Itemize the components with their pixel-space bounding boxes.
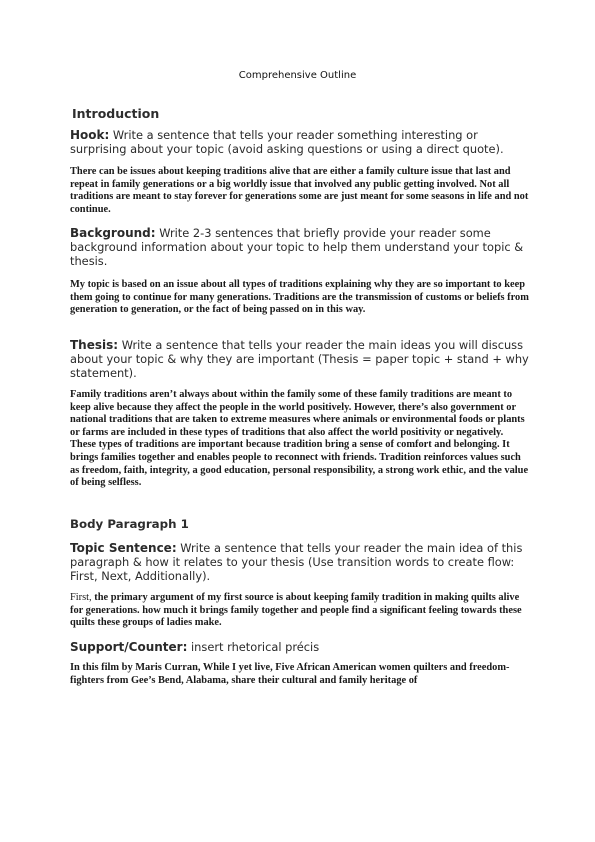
topic-sentence-label: Topic Sentence:	[70, 541, 177, 555]
hook-response: There can be issues about keeping traditions alive that are either a family culture issue that last and repeat in family generations or a big worldly issue that involved any public getting involved. Not all traditions are meant to stay forever for generations some are just meant for some seasons in life and not continue.	[70, 166, 529, 215]
introduction-heading: Introduction	[72, 106, 160, 121]
topic-sentence-instruction-text: Write a sentence that tells your reader the main idea of this paragraph & how it relates to your thesis (Use transition words to create flow: First, Next, Additionally).	[70, 541, 523, 583]
page-title: Comprehensive Outline	[238, 70, 357, 81]
thesis-response: Family traditions aren’t always about within the family some of these family traditions are meant to keep alive because they affect the people in the world positively. However, there’s also government or national traditions that are taken to extreme measures where animals or environmental foods or plants or farms are included in these types of traditions that also affect the world positivity or negatively. These types of traditions are important because tradition bring a sense of comfort and belonging. It brings families together and enables people to reconnect with friends. Tradition reinforces values such as freedom, faith, integrity, a good education, personal responsibility, a strong work ethic, and the value of being selfless.	[70, 389, 529, 489]
topic-sentence-response-text: the primary argument of my first source is about keeping family tradition in making quilts alive for generations. how much it brings family together and people find a significant feeling towards these quilts these groups of ladies make.	[70, 592, 522, 629]
thesis-label: Thesis:	[70, 338, 119, 352]
thesis-instruction	[70, 339, 530, 380]
body-paragraph-1-heading: Body Paragraph 1	[70, 517, 189, 531]
hook-instruction	[70, 129, 530, 157]
topic-sentence-instruction	[70, 542, 530, 583]
support-label: Support/Counter:	[70, 640, 188, 654]
hook-label: Hook:	[70, 128, 110, 142]
thesis-instruction-text: Write a sentence that tells your reader the main ideas you will discuss about your topic & why they are important (Thesis = paper topic + stand + why statement).	[70, 338, 529, 380]
support-instruction-text: insert rhetorical précis	[187, 640, 320, 654]
background-instruction	[70, 227, 530, 268]
support-response: In this film by Maris Curran, While I yet live, Five African American women quilters and freedom-fighters from Gee’s Bend, Alabama, share their cultural and family heritage of	[70, 662, 510, 686]
topic-sentence-response-lead: First,	[70, 592, 92, 603]
background-response: My topic is based on an issue about all types of traditions explaining why they are so important to keep them going to continue for many generations. Traditions are the transmission of customs or beliefs from generation to generation, or the fact of being passed on in this way.	[70, 279, 529, 316]
background-label: Background:	[70, 226, 156, 240]
background-instruction-text: Write 2-3 sentences that briefly provide your reader some background information about your topic to help them understand your topic & thesis.	[70, 226, 524, 268]
support-instruction	[70, 641, 530, 655]
topic-sentence-response	[70, 592, 530, 630]
hook-instruction-text: Write a sentence that tells your reader something interesting or surprising about your topic (avoid asking questions or using a direct quote).	[70, 128, 504, 156]
